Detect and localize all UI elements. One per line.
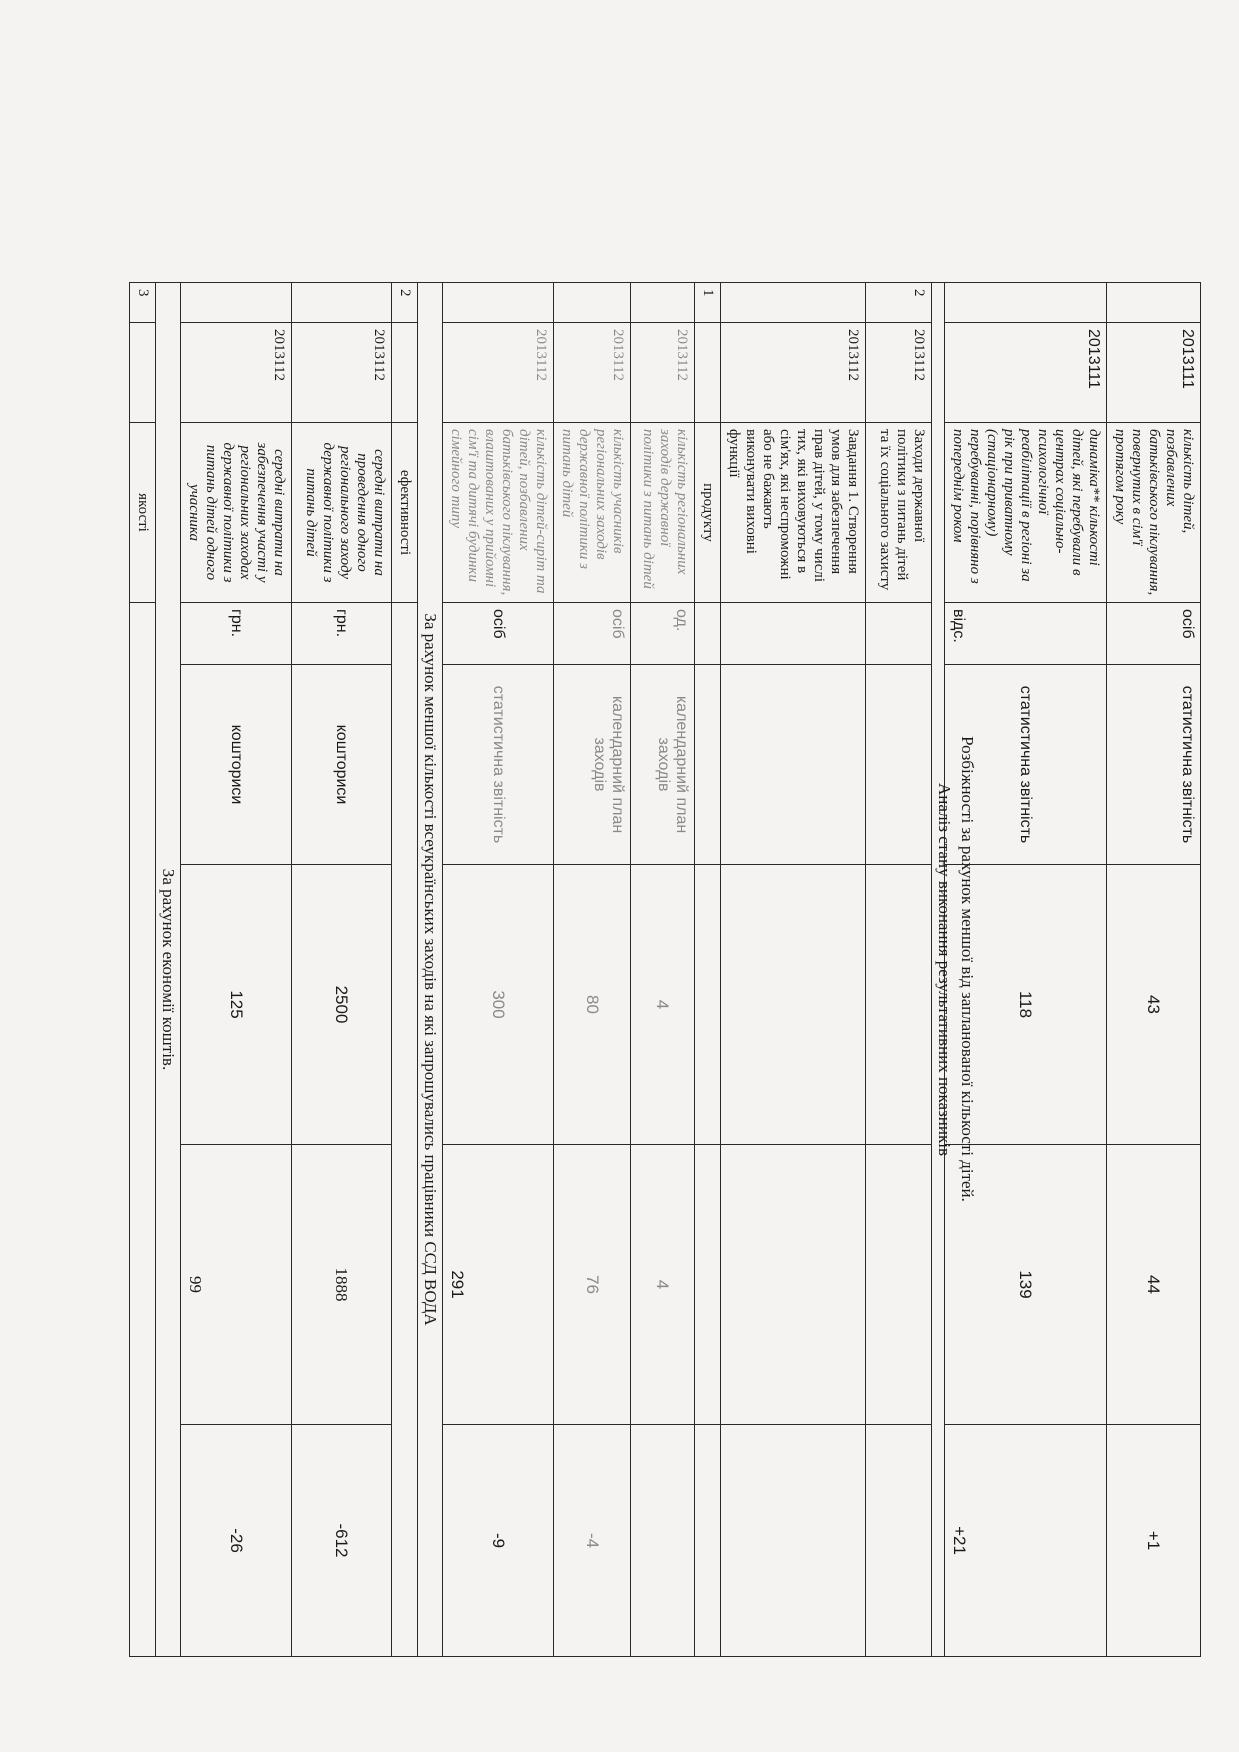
plan-value: 4 [631, 865, 695, 1145]
actual-value: 76 [554, 1145, 631, 1425]
plan-value: 43 [1107, 865, 1201, 1145]
indicator-name: динаміка** кількості дітей, які перебували в центрах соціально-психологічної реабілітації в регіоні за рік при приватному (стаціонарному) перебуванні, порівняно з попереднім роком [945, 423, 1107, 603]
row-number: 3 [130, 283, 156, 323]
indicator-unit: осіб [443, 603, 554, 665]
indicator-name: кількість дітей-сиріт та дітей, позбавлених батьківського піклування, влаштованих у прийомні сім'ї та дитячі будинки сімейного типу [443, 423, 554, 603]
indicator-name: кількість учасників регіональних заходів державної політики з питань дітей [554, 423, 631, 603]
kpkv-code: 2013111 [945, 323, 1107, 423]
group-label-product: продукту [695, 423, 721, 603]
group-label-quality: якості [130, 423, 156, 603]
deviation-value: -612 [292, 1425, 392, 1657]
indicators-table-top [944, 282, 1201, 1657]
actual-value: 291 [443, 1145, 554, 1425]
table-row [130, 283, 156, 1657]
kpkv-code: 2013112 [181, 323, 292, 423]
indicator-source: календарний план заходів [554, 665, 631, 865]
plan-value: 118 [945, 865, 1107, 1145]
plan-value: 80 [554, 865, 631, 1145]
indicator-name: кількість регіональних заходів державної політики з питань дітей [631, 423, 695, 603]
indicators-table-main [129, 282, 956, 1657]
indicator-unit: відс. [945, 603, 1107, 665]
indicator-source: кошториси [292, 665, 392, 865]
deviation-value [631, 1425, 695, 1657]
indicator-name: кількість дітей, позбавлених батьківського піклування, повернутих в сім'ї протягом року [1107, 423, 1201, 603]
kpkv-code: 2013112 [292, 323, 392, 423]
indicator-unit: грн. [181, 603, 292, 665]
kpkv-code: 2013112 [866, 323, 932, 423]
indicator-source: статистична звітність [1107, 665, 1201, 865]
deviation-note: За рахунок меншої кількості всеукраїнських заходів на які запрошувались працівники ССД ВОДА [418, 283, 443, 1657]
deviation-value: -9 [443, 1425, 554, 1657]
table-row [1107, 283, 1201, 1657]
actual-value: 44 [1107, 1145, 1201, 1425]
table-row [443, 283, 554, 1657]
actual-value: 1888 [292, 1145, 392, 1425]
table-row [866, 283, 932, 1657]
indicator-name: середні витрати на проведення одного регіонального заходу державної політики з питань дітей [292, 423, 392, 603]
indicator-unit: од. [631, 603, 695, 665]
plan-value: 300 [443, 865, 554, 1145]
deviation-value: +21 [945, 1425, 1107, 1657]
indicator-source: кошториси [181, 665, 292, 865]
table-row [554, 283, 631, 1657]
actual-value: 139 [945, 1145, 1107, 1425]
kpkv-code: 2013111 [1107, 323, 1201, 423]
plan-value: 2500 [292, 865, 392, 1145]
indicator-name: середні витрати на забезпечення участі у регіональних заходах державної політики з питань дітей одного учасника [181, 423, 292, 603]
table-row [156, 283, 181, 1657]
indicator-source: статистична звітність [945, 665, 1107, 865]
task-name: Завдання 1. Створення умов для забезпечення прав дітей, у тому числі тих, які виховуються в сім'ях, які неспроможні або не бажають виконувати виховні функції [721, 423, 866, 603]
table-row [631, 283, 695, 1657]
kpkv-code: 2013112 [443, 323, 554, 423]
indicator-unit: осіб [1107, 603, 1201, 665]
indicator-unit: грн. [292, 603, 392, 665]
deviation-value: -26 [181, 1425, 292, 1657]
kpkv-code: 2013112 [721, 323, 866, 423]
indicator-unit: осіб [554, 603, 631, 665]
deviation-note: Розбіжності за рахунок меншої від запланованої кількості дітей. [958, 736, 977, 1202]
actual-value: 99 [181, 1145, 292, 1425]
plan-value: 125 [181, 865, 292, 1145]
actual-value: 4 [631, 1145, 695, 1425]
kpkv-code: 2013112 [554, 323, 631, 423]
indicator-source: статистична звітність [443, 665, 554, 865]
indicator-source: календарний план заходів [631, 665, 695, 865]
deviation-note: За рахунок економії коштів. [156, 283, 181, 1657]
table-row [695, 283, 721, 1657]
kpkv-code: 2013112 [631, 323, 695, 423]
section-title: Аналіз стану виконання результативних показників [932, 283, 957, 1657]
deviation-value: +1 [1107, 1425, 1201, 1657]
table-row [392, 283, 418, 1657]
row-number: 1 [695, 283, 721, 323]
program-name: Заходи державної політики з питань дітей та їх соціального захисту [866, 423, 932, 603]
group-label-efficiency: ефективності [392, 423, 418, 603]
table-row [181, 283, 292, 1657]
row-number: 2 [866, 283, 932, 323]
row-number: 2 [392, 283, 418, 323]
deviation-value: -4 [554, 1425, 631, 1657]
table-row [292, 283, 392, 1657]
table-row [418, 283, 443, 1657]
table-row [721, 283, 866, 1657]
table-row [932, 283, 957, 1657]
